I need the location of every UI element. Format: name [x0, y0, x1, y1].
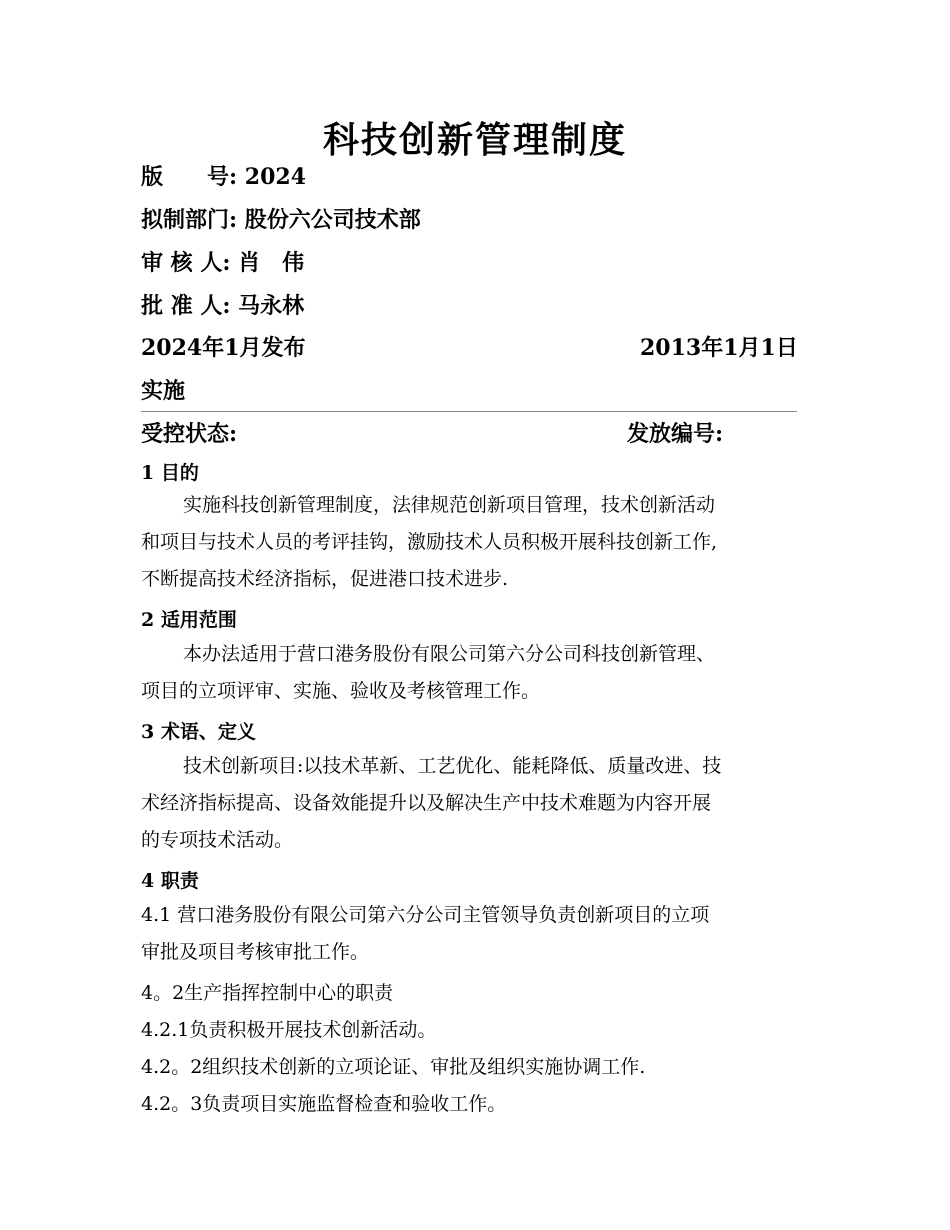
- header-divider: [141, 411, 797, 412]
- section-3-line: 技术创新项目:以技术革新、工艺优化、能耗降低、质量改进、技: [183, 755, 722, 777]
- section-4-1-body: [141, 897, 803, 971]
- section-1-heading: 1 目的: [141, 462, 199, 484]
- page-title: 科技创新管理制度: [322, 119, 627, 161]
- approver-value: 马永林: [238, 293, 305, 319]
- version-value: 2024: [244, 164, 307, 190]
- version-row: [141, 160, 306, 191]
- approver-label: 批 准 人:: [141, 293, 231, 319]
- section-3-line: 术经济指标提高、设备效能提升以及解决生产中技术难题为内容开展: [141, 792, 712, 814]
- section-4-heading: 4 职责: [141, 870, 199, 892]
- publish-date: 2024年1月发布: [141, 335, 306, 361]
- section-4-2: 4。2生产指挥控制中心的职责: [141, 982, 394, 1004]
- section-2-line: 项目的立项评审、实施、验收及考核管理工作。: [141, 680, 541, 702]
- dept-row: [141, 203, 421, 234]
- section-4-1-line: 4.1 营口港务股份有限公司第六分公司主管领导负责创新项目的立项: [141, 904, 710, 926]
- section-2-line: 本办法适用于营口港务股份有限公司第六分公司科技创新管理、: [183, 643, 716, 665]
- control-status: 受控状态:: [141, 421, 238, 447]
- section-3-body: [141, 748, 803, 859]
- approver-row: [141, 289, 304, 320]
- section-4-2-2: 4.2。2组织技术创新的立项论证、审批及组织实施协调工作.: [141, 1056, 646, 1078]
- section-2-heading: 2 适用范围: [141, 609, 237, 631]
- section-1-line: 不断提高技术经济指标，促进港口技术进步.: [141, 568, 509, 590]
- reviewer-label: 审 核 人:: [141, 250, 231, 276]
- section-3-heading: 3 术语、定义: [141, 721, 256, 743]
- section-2-body: [141, 636, 803, 710]
- section-1-line: 和项目与技术人员的考评挂钩，激励技术人员积极开展科技创新工作,: [141, 531, 718, 553]
- version-label: 版 号:: [141, 164, 238, 190]
- section-4-1-line: 审批及项目考核审批工作。: [141, 941, 370, 963]
- dept-value: 股份六公司技术部: [244, 207, 421, 233]
- section-3-line: 的专项技术活动。: [141, 829, 294, 851]
- reviewer-row: [141, 246, 304, 277]
- reviewer-value: 肖 伟: [238, 250, 305, 276]
- section-1-body: [141, 487, 803, 598]
- effective-suffix: 实施: [141, 378, 186, 404]
- issue-number: 发放编号:: [627, 421, 724, 447]
- section-4-2-3: 4.2。3负责项目实施监督检查和验收工作。: [141, 1093, 507, 1115]
- effective-date: 2013年1月1日: [640, 335, 798, 361]
- dept-label: 拟制部门:: [141, 207, 238, 233]
- section-1-line: 实施科技创新管理制度，法律规范创新项目管理，技术创新活动: [183, 494, 716, 516]
- section-4-2-1: 4.2.1负责积极开展技术创新活动。: [141, 1019, 437, 1041]
